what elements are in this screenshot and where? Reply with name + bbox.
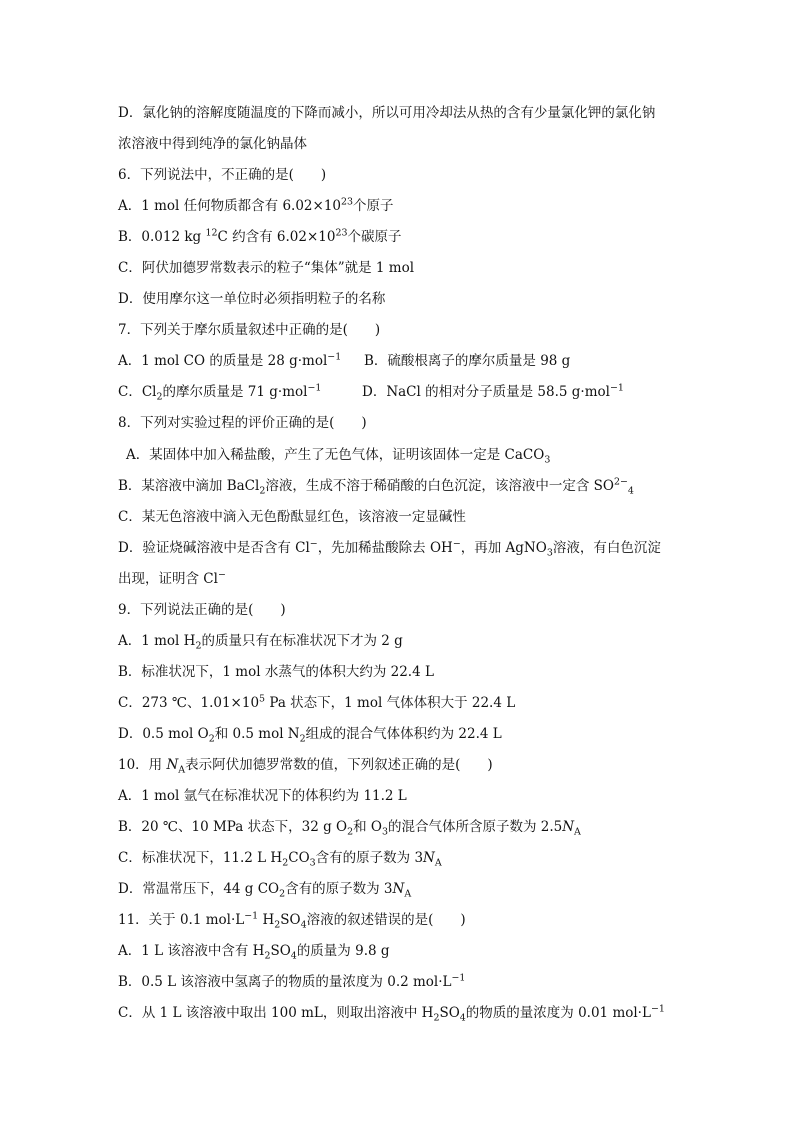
question-11: 11．关于 0.1 $mol\cdot L^{-1}$ $H_2SO_4$溶液的叙述错误的是( ) — [118, 910, 466, 931]
q6-option-c: C．阿伏加德罗常数表示的粒子“集体”就是 1 mol — [118, 260, 415, 276]
q6-option-b: B．0.012 kg $^{12}$C 约含有 $6.02\times 10^{23}$个碳原子 — [118, 227, 402, 245]
question-10: 10．用 $N_A$表示阿伏加德罗常数的值，下列叙述正确的是( ) — [118, 757, 493, 776]
q6-option-d: D．使用摩尔这一单位时必须指明粒子的名称 — [118, 291, 386, 307]
q6-option-a: A．1 mol 任何物质都含有 $6.02\times 10^{23}$个原子 — [118, 196, 394, 214]
q5-option-d-line2: 浓溶液中得到纯净的氯化钠晶体 — [118, 136, 307, 152]
q8-option-a: A．某固体中加入稀盐酸，产生了无色气体，证明该固体一定是 CaCO$_3$ — [126, 447, 551, 466]
q9-option-b: B．标准状况下，1 mol 水蒸气的体积大约为 22.4 L — [118, 664, 434, 680]
q11-option-b: B．0.5 L 该溶液中氢离子的物质的量浓度为 0.2 $mol\cdot L^{-1}$ — [118, 972, 466, 990]
question-8: 8．下列对实验过程的评价正确的是( ) — [118, 415, 367, 431]
q9-option-d: D．0.5 mol $O_2$和 0.5 mol $N_2$组成的混合气体体积约为 22.4 L — [118, 726, 502, 745]
q7-option-d: D．NaCl 的相对分子质量是 58.5 g·mol$^{-1}$ — [362, 382, 624, 400]
q7-option-b: B．硫酸根离子的摩尔质量是 98 g — [364, 353, 571, 369]
q8-option-d-line2: 出现，证明含 Cl− — [118, 569, 226, 587]
q10-option-a: A．1 mol 氩气在标准状况下的体积约为 11.2 L — [118, 788, 407, 804]
question-7: 7．下列关于摩尔质量叙述中正确的是( ) — [118, 322, 381, 338]
q8-option-d-line1: D．验证烧碱溶液中是否含有 Cl−，先加稀盐酸除去 OH−，再加 AgNO$_3$溶液，有白色沉淀 — [118, 538, 661, 559]
q10-option-d: D．常温常压下，44 g $CO_2$含有的原子数为 $3N_A$ — [118, 881, 412, 900]
q9-option-c: C．273 ℃、$1.01\times 10^5$ Pa 状态下，1 mol 气体体积大于 22.4 L — [118, 693, 516, 711]
q9-option-a: A．1 mol $H_2$的质量只有在标准状况下才为 2 g — [118, 633, 403, 652]
q7-option-c: C．$Cl_2$的摩尔质量是 71 g·mol$^{-1}$ — [118, 382, 322, 403]
q10-option-b: B．20 ℃、10 MPa 状态下，32 g $O_2$和 $O_3$的混合气体所含原子数为 $2.5N_A$ — [118, 819, 581, 838]
q7-option-a: A．1 mol CO 的质量是 28 g·mol$^{-1}$ — [118, 351, 342, 369]
question-6: 6．下列说法中，不正确的是( ) — [118, 167, 327, 183]
q11-option-c: C．从 1 L 该溶液中取出 100 mL，则取出溶液中 $H_2SO_4$的物质的量浓度为 0.01 $mol\cdot L^{-1}$ — [118, 1003, 665, 1024]
q10-option-c: C．标准状况下，11.2 L $H_2CO_3$含有的原子数为 $3N_A$ — [118, 850, 442, 869]
q11-option-a: A．1 L 该溶液中含有 $H_2SO_4$的质量为 9.8 g — [118, 943, 390, 962]
q8-option-c: C．某无色溶液中滴入无色酚酞显红色，该溶液一定显碱性 — [118, 509, 466, 525]
q5-option-d-line1: D．氯化钠的溶解度随温度的下降而减小，所以可用冷却法从热的含有少量氯化钾的氯化钠 — [118, 105, 656, 121]
question-9: 9．下列说法正确的是( ) — [118, 602, 286, 618]
q8-option-b: B．某溶液中滴加 BaCl$_2$溶液，生成不溶于稀硝酸的白色沉淀，该溶液中一定含 $SO^{2-}_4$ — [118, 476, 634, 497]
